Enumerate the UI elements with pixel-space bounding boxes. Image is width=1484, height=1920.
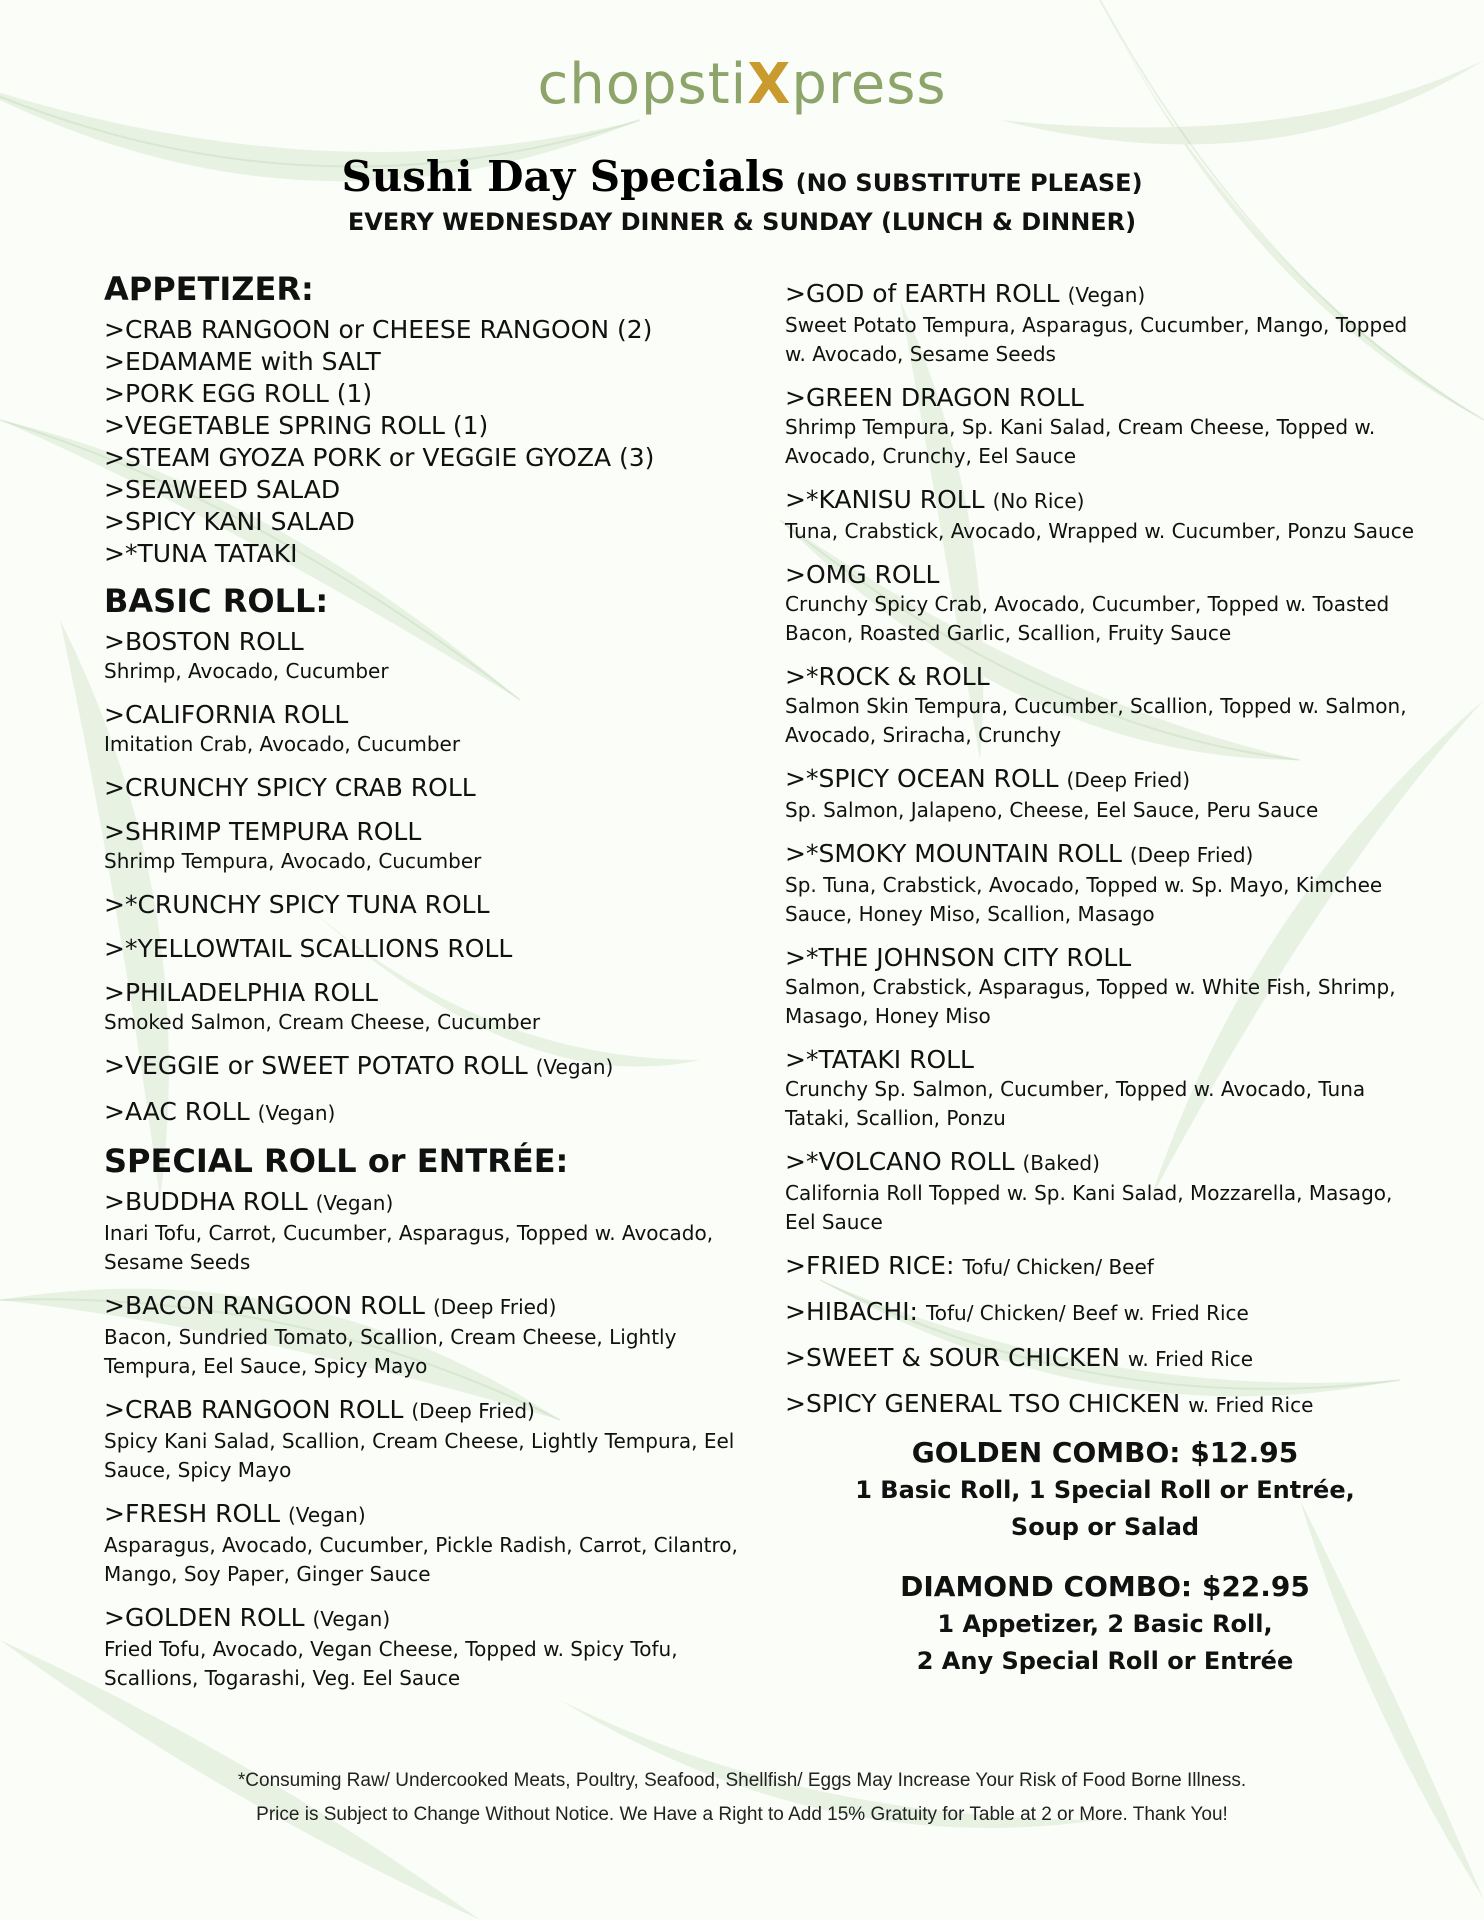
menu-item-note: (Deep Fried) <box>1129 843 1254 867</box>
menu-item-title <box>785 1146 1425 1179</box>
menu-item-description: Salmon Skin Tempura, Cucumber, Scallion, Topped w. Salmon, Avocado, Sriracha, Crunchy <box>785 694 1407 747</box>
combo-line: 1 Basic Roll, 1 Special Roll or Entrée, <box>855 1476 1355 1504</box>
menu-item <box>785 661 1425 750</box>
menu-item-name: >OMG ROLL <box>785 560 940 589</box>
menu-item-note: Tofu/ Chicken/ Beef <box>962 1255 1154 1279</box>
menu-item <box>785 1342 1425 1375</box>
combo-offer <box>785 1434 1425 1546</box>
menu-item-name: >FRIED RICE: <box>785 1251 955 1280</box>
menu-item-note: Tofu/ Chicken/ Beef w. Fried Rice <box>925 1301 1249 1325</box>
menu-item <box>104 626 744 686</box>
menu-item <box>785 763 1425 825</box>
menu-item-name: >HIBACHI: <box>785 1297 918 1326</box>
schedule-subtitle: EVERY WEDNESDAY DINNER & SUNDAY (LUNCH & DINNER) <box>347 208 1137 236</box>
menu-item <box>104 977 744 1037</box>
page-title: Sushi Day Specials <box>341 152 785 201</box>
menu-item <box>785 278 1425 369</box>
menu-item-description: Shrimp, Avocado, Cucumber <box>104 659 389 683</box>
menu-item-description: Smoked Salmon, Cream Cheese, Cucumber <box>104 1010 541 1034</box>
menu-item-title <box>785 1388 1425 1421</box>
menu-item-title <box>104 1394 744 1427</box>
menu-item-description: Tuna, Crabstick, Avocado, Wrapped w. Cucumber, Ponzu Sauce <box>785 519 1415 543</box>
menu-item <box>104 1602 744 1693</box>
menu-item <box>104 772 744 803</box>
menu-item-description: Shrimp Tempura, Sp. Kani Salad, Cream Cheese, Topped w. Avocado, Crunchy, Eel Sauce <box>785 415 1376 468</box>
combo-line: 2 Any Special Roll or Entrée <box>916 1647 1294 1675</box>
menu-item-description: Fried Tofu, Avocado, Vegan Cheese, Topped w. Spicy Tofu, Scallions, Togarashi, Veg. Eel Sauce <box>104 1637 678 1690</box>
menu-item-name: >SHRIMP TEMPURA ROLL <box>104 817 422 846</box>
appetizer-item: >SEAWEED SALAD <box>104 475 341 504</box>
menu-item-title <box>785 942 1425 973</box>
menu-item-note: (Vegan) <box>287 1503 366 1527</box>
footer-disclaimer <box>0 1764 1484 1832</box>
menu-item-description: Salmon, Crabstick, Asparagus, Topped w. White Fish, Shrimp, Masago, Honey Miso <box>785 975 1396 1028</box>
menu-item-title <box>104 1186 744 1219</box>
right-column <box>785 278 1425 1680</box>
menu-item-description: Bacon, Sundried Tomato, Scallion, Cream Cheese, Lightly Tempura, Eel Sauce, Spicy Mayo <box>104 1325 677 1378</box>
menu-item-note: w. Fried Rice <box>1188 1393 1314 1417</box>
menu-item-title <box>104 1290 744 1323</box>
special-roll-section <box>104 1142 744 1693</box>
basic-roll-list <box>104 626 744 1129</box>
menu-item-note: (Baked) <box>1022 1151 1100 1175</box>
menu-item <box>785 382 1425 471</box>
menu-item-title <box>785 838 1425 871</box>
menu-item-description: Inari Tofu, Carrot, Cucumber, Asparagus, Topped w. Avocado, Sesame Seeds <box>104 1221 714 1274</box>
menu-item-title <box>785 1250 1425 1283</box>
menu-item-title <box>785 1044 1425 1075</box>
appetizer-item: >*TUNA TATAKI <box>104 539 298 568</box>
appetizer-item: >EDAMAME with SALT <box>104 347 381 376</box>
menu-item <box>785 942 1425 1031</box>
menu-item <box>104 816 744 876</box>
menu-item <box>785 1146 1425 1237</box>
menu-item <box>785 1250 1425 1283</box>
menu-item <box>104 1186 744 1277</box>
left-column <box>104 270 744 1706</box>
menu-item-title <box>104 699 744 730</box>
menu-item-description: Shrimp Tempura, Avocado, Cucumber <box>104 849 482 873</box>
footer-line-1: *Consuming Raw/ Undercooked Meats, Poultry, Seafood, Shellfish/ Eggs May Increase Your Risk of Food Borne Illness. <box>237 1770 1247 1791</box>
menu-item <box>785 1388 1425 1421</box>
menu-item-title <box>104 772 744 803</box>
menu-item-name: >GREEN DRAGON ROLL <box>785 383 1084 412</box>
menu-item-name: >SPICY GENERAL TSO CHICKEN <box>785 1389 1181 1418</box>
menu-item-title <box>104 816 744 847</box>
menu-item <box>104 1096 744 1129</box>
section-heading-basic-roll: BASIC ROLL: <box>104 582 329 620</box>
menu-item-name: >*SMOKY MOUNTAIN ROLL <box>785 839 1122 868</box>
menu-item-title <box>785 278 1425 311</box>
menu-item-name: >BOSTON ROLL <box>104 627 304 656</box>
footer-line-2: Price is Subject to Change Without Notice. We Have a Right to Add 15% Gratuity for Table at 2 or More. Thank You! <box>256 1804 1228 1825</box>
menu-item <box>104 1498 744 1589</box>
appetizer-item: >SPICY KANI SALAD <box>104 507 355 536</box>
menu-item-name: >AAC ROLL <box>104 1097 250 1126</box>
menu-item-description: Sp. Tuna, Crabstick, Avocado, Topped w. Sp. Mayo, Kimchee Sauce, Honey Miso, Scallion, Masago <box>785 873 1383 926</box>
appetizer-list <box>104 314 744 570</box>
combo-title: GOLDEN COMBO: $12.95 <box>911 1436 1299 1469</box>
menu-item-title <box>785 661 1425 692</box>
menu-item-title <box>104 1498 744 1531</box>
appetizer-item: >PORK EGG ROLL (1) <box>104 379 373 408</box>
menu-item-description: Imitation Crab, Avocado, Cucumber <box>104 732 461 756</box>
combo-title: DIAMOND COMBO: $22.95 <box>900 1570 1310 1603</box>
menu-item-name: >*KANISU ROLL <box>785 485 985 514</box>
menu-item-title <box>104 889 744 920</box>
special-roll-list-right <box>785 278 1425 1421</box>
menu-item-name: >CALIFORNIA ROLL <box>104 700 349 729</box>
menu-item-note: w. Fried Rice <box>1127 1347 1254 1371</box>
menu-item-title <box>104 977 744 1008</box>
menu-item <box>785 484 1425 546</box>
menu-item <box>104 1290 744 1381</box>
menu-item-title <box>104 1096 744 1129</box>
menu-item-name: >*SPICY OCEAN ROLL <box>785 764 1059 793</box>
combo-line: 1 Appetizer, 2 Basic Roll, <box>937 1610 1273 1638</box>
menu-item-description: Crunchy Spicy Crab, Avocado, Cucumber, Topped w. Toasted Bacon, Roasted Garlic, Scallion, Fruity Sauce <box>785 592 1390 645</box>
menu-item <box>785 1044 1425 1133</box>
menu-item-description: Asparagus, Avocado, Cucumber, Pickle Radish, Carrot, Cilantro, Mango, Soy Paper, Ginger Sauce <box>104 1533 738 1586</box>
menu-item-name: >*CRUNCHY SPICY TUNA ROLL <box>104 890 490 919</box>
menu-item-name: >*THE JOHNSON CITY ROLL <box>785 943 1132 972</box>
section-heading-appetizer: APPETIZER: <box>104 270 314 308</box>
appetizer-section <box>104 270 744 570</box>
menu-item-description: California Roll Topped w. Sp. Kani Salad, Mozzarella, Masago, Eel Sauce <box>785 1181 1393 1234</box>
menu-item-name: >CRUNCHY SPICY CRAB ROLL <box>104 773 476 802</box>
menu-item <box>785 559 1425 648</box>
combo-offer <box>785 1568 1425 1680</box>
menu-item-name: >BUDDHA ROLL <box>104 1187 308 1216</box>
menu-item <box>104 889 744 920</box>
combo-line: Soup or Salad <box>1010 1513 1200 1541</box>
menu-item-note: (Vegan) <box>315 1191 394 1215</box>
menu-item-name: >CRAB RANGOON ROLL <box>104 1395 404 1424</box>
menu-item-note: (Deep Fried) <box>411 1399 535 1423</box>
chopsticks-x-logo: X <box>747 52 792 117</box>
menu-item-title <box>785 382 1425 413</box>
menu-item-note: (Deep Fried) <box>1066 768 1191 792</box>
menu-title <box>0 152 1484 201</box>
menu-item-name: >BACON RANGOON ROLL <box>104 1291 425 1320</box>
menu-item <box>785 838 1425 929</box>
menu-item-note: (Vegan) <box>257 1101 336 1125</box>
menu-item-title <box>104 933 744 964</box>
menu-item <box>104 933 744 964</box>
menu-item-name: >*YELLOWTAIL SCALLIONS ROLL <box>104 934 513 963</box>
menu-item-title <box>104 1602 744 1635</box>
menu-item-title <box>785 484 1425 517</box>
menu-item-description: Sweet Potato Tempura, Asparagus, Cucumber, Mango, Topped w. Avocado, Sesame Seeds <box>785 313 1408 366</box>
logo-text-start: chopsti <box>537 52 748 117</box>
menu-item-title <box>785 1296 1425 1329</box>
menu-item-note: (Deep Fried) <box>432 1295 557 1319</box>
menu-item-name: >*VOLCANO ROLL <box>785 1147 1015 1176</box>
logo-text-end: press <box>791 52 947 117</box>
menu-item-description: Sp. Salmon, Jalapeno, Cheese, Eel Sauce, Peru Sauce <box>785 798 1319 822</box>
menu-item-description: Crunchy Sp. Salmon, Cucumber, Topped w. Avocado, Tuna Tataki, Scallion, Ponzu <box>785 1077 1366 1130</box>
menu-item-name: >*TATAKI ROLL <box>785 1045 974 1074</box>
menu-item-name: >GOD of EARTH ROLL <box>785 279 1060 308</box>
appetizer-item: >CRAB RANGOON or CHEESE RANGOON (2) <box>104 315 653 344</box>
menu-item-title <box>104 1050 744 1083</box>
title-note: (NO SUBSTITUTE PLEASE) <box>795 169 1143 197</box>
basic-roll-section <box>104 582 744 1129</box>
menu-item-description: Spicy Kani Salad, Scallion, Cream Cheese, Lightly Tempura, Eel Sauce, Spicy Mayo <box>104 1429 735 1482</box>
menu-item <box>104 1394 744 1485</box>
appetizer-item: >VEGETABLE SPRING ROLL (1) <box>104 411 489 440</box>
section-heading-special-roll: SPECIAL ROLL or ENTRÉE: <box>104 1142 569 1180</box>
menu-item-note: (No Rice) <box>992 489 1085 513</box>
appetizer-item: >STEAM GYOZA PORK or VEGGIE GYOZA (3) <box>104 443 655 472</box>
menu-item <box>785 1296 1425 1329</box>
menu-item-title <box>104 626 744 657</box>
menu-item-name: >FRESH ROLL <box>104 1499 281 1528</box>
menu-item <box>104 1050 744 1083</box>
special-roll-list-left <box>104 1186 744 1693</box>
menu-item-name: >VEGGIE or SWEET POTATO ROLL <box>104 1051 528 1080</box>
menu-item-name: >SWEET & SOUR CHICKEN <box>785 1343 1120 1372</box>
menu-item-name: >PHILADELPHIA ROLL <box>104 978 378 1007</box>
menu-item-title <box>785 763 1425 796</box>
menu-item-note: (Vegan) <box>312 1607 391 1631</box>
brand-logo <box>0 52 1484 117</box>
menu-item-title <box>785 1342 1425 1375</box>
menu-item-name: >GOLDEN ROLL <box>104 1603 305 1632</box>
menu-item-name: >*ROCK & ROLL <box>785 662 990 691</box>
menu-item-note: (Vegan) <box>535 1055 614 1079</box>
menu-item <box>104 699 744 759</box>
combo-list <box>785 1434 1425 1680</box>
menu-item-note: (Vegan) <box>1067 283 1146 307</box>
menu-item-title <box>785 559 1425 590</box>
